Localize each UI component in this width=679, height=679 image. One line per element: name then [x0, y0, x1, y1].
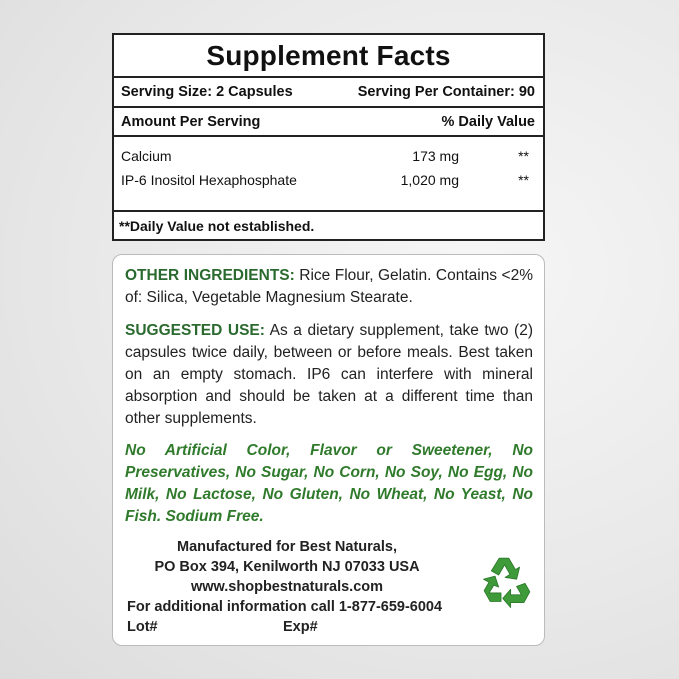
other-ingredients-text: Rice Flour, Gelatin. Contains <2% of: Silica, Vegetable Magnesium Stearate. — [125, 267, 533, 306]
nutrient-amount: 173 mg — [412, 148, 459, 164]
ingredients-panel — [112, 254, 545, 646]
nutrient-dv: ** — [518, 172, 529, 188]
serving-per-container: Serving Per Container: 90 — [357, 84, 535, 100]
nutrient-row — [114, 168, 543, 192]
supplement-facts-panel — [112, 33, 545, 241]
lot-label: Lot# — [127, 619, 158, 635]
nutrient-list — [114, 137, 543, 212]
suggested-use — [125, 320, 533, 430]
contact-phone: For additional information call 1-877-659-6004 — [127, 599, 443, 615]
suggested-use-text: As a dietary supplement, take two (2) capsules twice daily, between or before meals. Best taken on an empty stomach. IP6 can interfere with mineral absorption and should be taken at a different time than other supplements. — [125, 322, 533, 427]
suggested-use-label: SUGGESTED USE: — [125, 322, 265, 339]
amount-header-row — [114, 108, 543, 137]
manufacturer-name: Manufactured for Best Naturals, — [177, 539, 397, 555]
facts-footnote: **Daily Value not established. — [119, 218, 315, 234]
nutrient-dv: ** — [518, 148, 529, 164]
daily-value-header: % Daily Value — [441, 113, 535, 130]
other-ingredients-label: OTHER INGREDIENTS: — [125, 267, 295, 284]
recycle-icon — [476, 551, 538, 611]
manufacturer-block — [127, 537, 447, 637]
free-from-statement: No Artificial Color, Flavor or Sweetener, No Preservatives, No Sugar, No Corn, No Soy, No Egg, No Milk, No Lactose, No Gluten, No Wheat, No Yeast, No Fish. Sodium Free. — [125, 442, 533, 525]
nutrient-name: Calcium — [121, 148, 172, 164]
amount-header: Amount Per Serving — [121, 113, 261, 130]
nutrient-row — [114, 144, 543, 168]
exp-label: Exp# — [283, 619, 318, 635]
manufacturer-address: PO Box 394, Kenilworth NJ 07033 USA — [154, 559, 420, 575]
other-ingredients — [125, 265, 533, 309]
manufacturer-website: www.shopbestnaturals.com — [190, 579, 384, 595]
nutrient-name: IP-6 Inositol Hexaphosphate — [121, 172, 297, 188]
nutrient-amount: 1,020 mg — [400, 172, 459, 188]
lot-exp-row — [127, 617, 447, 637]
serving-row — [114, 78, 543, 108]
facts-title: Supplement Facts — [114, 35, 543, 78]
serving-size: Serving Size: 2 Capsules — [121, 84, 293, 100]
